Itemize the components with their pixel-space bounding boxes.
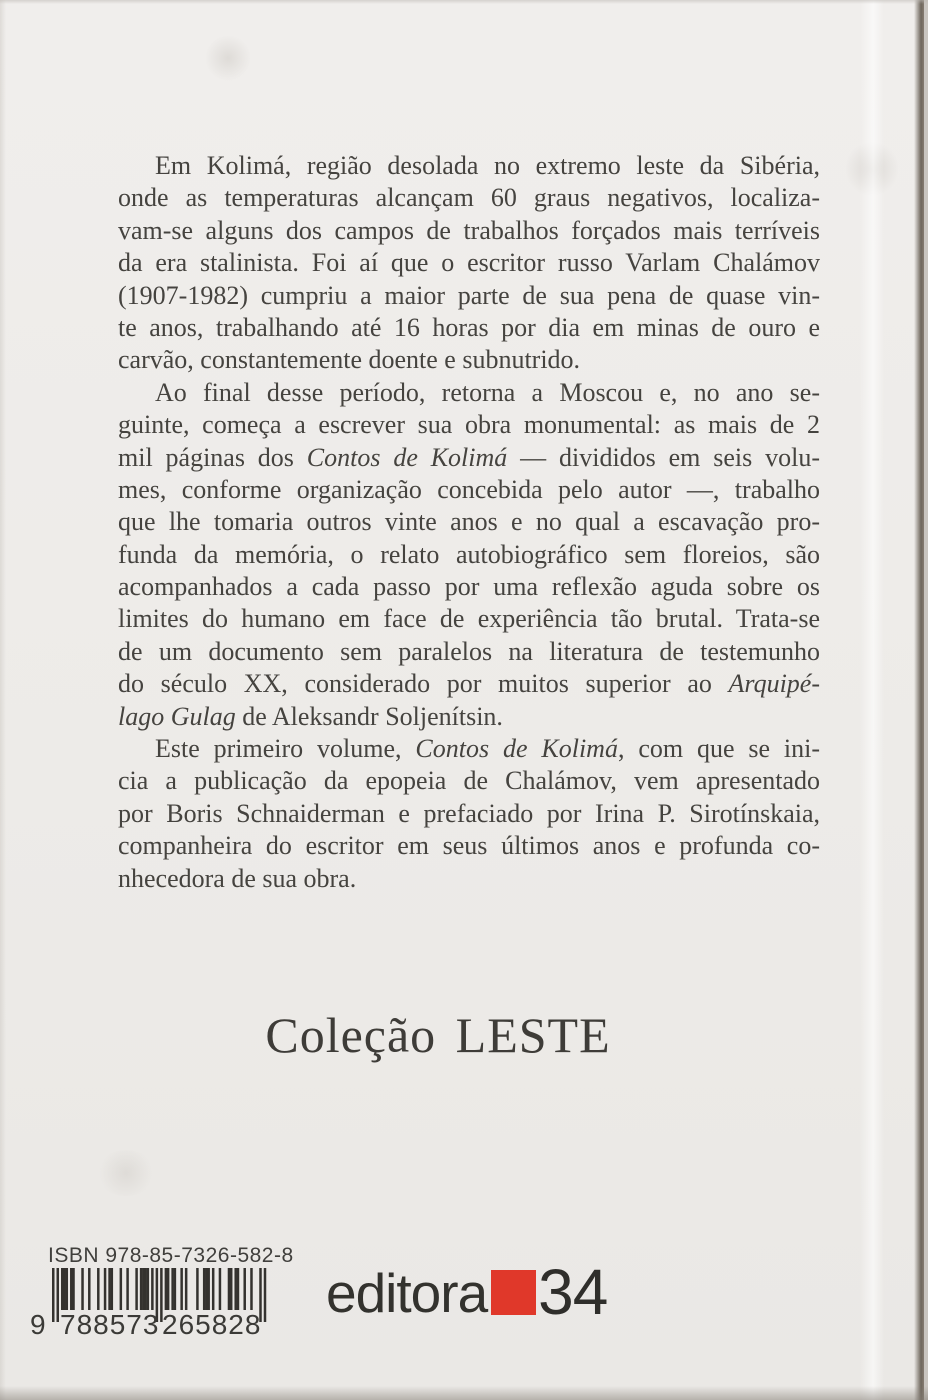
text-line: da era stalinista. Foi aí que o escritor russo Varlam Chalámov (118, 248, 820, 278)
text-line: carvão, constantemente doente e subnutrido. (118, 345, 581, 375)
barcode-digits-right: 265828 (162, 1309, 262, 1340)
barcode-digit-leading: 9 (30, 1309, 46, 1340)
text-line: lago Gulag de Aleksandr Soljenítsin. (118, 701, 503, 731)
cover-bottom-shadow (0, 1386, 928, 1400)
text-line: cia a publicação da epopeia de Chalámov, vem apresentado (118, 766, 820, 796)
barcode-digits-left: 788573 (60, 1309, 160, 1340)
text-line: Em Kolimá, região desolada no extremo leste da Sibéria, (155, 151, 820, 180)
text-line: mil páginas dos Contos de Kolimá — divididos em seis volu- (118, 442, 820, 472)
publisher-name: editora (326, 1262, 488, 1325)
collection-title: Coleção LESTE (265, 1007, 611, 1063)
text-line: do século XX, considerado por muitos superior ao Arquipé- (118, 669, 820, 699)
text-line: acompanhados a cada passo por uma reflexão aguda sobre os (118, 572, 820, 602)
text-line: te anos, trabalhando até 16 horas por dia em minas de ouro e (118, 312, 820, 342)
text-line: onde as temperaturas alcançam 60 graus negativos, localiza- (118, 183, 820, 213)
text-line: que lhe tomaria outros vinte anos e no qual a escavação pro- (118, 507, 820, 537)
cover-sheen-highlight (860, 0, 884, 1400)
text-line: companheira do escritor em seus últimos anos e profunda co- (118, 831, 820, 861)
page-edge-outer (924, 0, 928, 1400)
text-line: de um documento sem paralelos na literatura de testemunho (118, 636, 820, 666)
text-line: mes, conforme organização concebida pelo autor —, trabalho (118, 474, 820, 504)
text-line: funda da memória, o relato autobiográfico sem floreios, são (118, 539, 820, 569)
text-line: Ao final desse período, retorna a Moscou e, no ano se- (155, 377, 820, 407)
red-square-logo-mark (491, 1270, 536, 1315)
cover-top-edge (0, 0, 928, 4)
text-line: vam-se alguns dos campos de trabalhos forçados mais terríveis (118, 215, 820, 245)
text-line: por Boris Schnaiderman e prefaciado por Irina P. Sirotínskaia, (118, 798, 820, 828)
text-line: Este primeiro volume, Contos de Kolimá, com que se ini- (155, 734, 821, 764)
ean13-barcode (30, 1244, 294, 1340)
text-line: (1907-1982) cumpriu a maior parte de sua pena de quase vin- (118, 280, 820, 310)
text-line: limites do humano em face de experiência tão brutal. Trata-se (118, 604, 820, 634)
text-line: guinte, começa a escrever sua obra monumental: as mais de 2 (118, 410, 820, 440)
photo-smudge (205, 35, 251, 81)
barcode-digits (30, 1310, 270, 1340)
publisher-logo (326, 1256, 608, 1328)
publisher-number: 34 (538, 1256, 608, 1328)
cover-left-edge (0, 0, 6, 1400)
synopsis-text (118, 150, 820, 895)
isbn-label: ISBN 978-85-7326-582-8 (48, 1244, 294, 1267)
page-edge-dark-line (914, 0, 924, 1400)
text-line: nhecedora de sua obra. (118, 863, 357, 893)
photo-smudge (96, 1150, 156, 1196)
